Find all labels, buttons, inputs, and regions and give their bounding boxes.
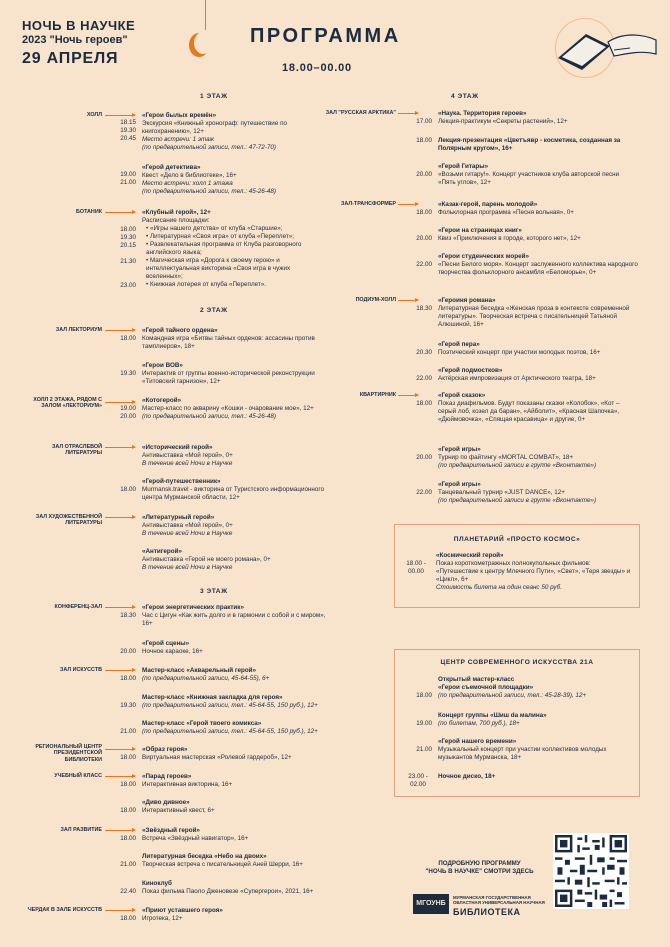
event-time: 18.00 bbox=[120, 915, 136, 922]
decor-line bbox=[205, 0, 206, 30]
event-desc: Фольклорная программа «Песня вольная», 0+ bbox=[438, 208, 574, 216]
event-desc: Показ диафильмов. Будут показаны сказки «Колобок», «Кот – серый лоб, козел да баран», «Айболит», «Красная Шапочка», «Дюймовочка», «Спящая красавица» и другие, 0+ bbox=[438, 399, 620, 423]
event-title: «Образ героя» bbox=[142, 746, 188, 753]
event-desc: Антивыставка «Мой герой», 0+ bbox=[142, 451, 233, 459]
arrow bbox=[105, 607, 135, 608]
header-subtitle: 2023 "Ночь героев" bbox=[22, 33, 128, 46]
venue-lektorium: ЗАЛ ЛЕКТОРИУМ bbox=[55, 327, 102, 333]
event-title: «Космический герой» bbox=[436, 552, 504, 559]
event-title: Киноклуб bbox=[142, 880, 172, 887]
floor-3-title: 3 ЭТАЖ bbox=[200, 588, 228, 595]
arrow bbox=[105, 402, 135, 403]
event-time: 18.00 bbox=[416, 137, 432, 144]
event-time: 22.40 bbox=[120, 888, 136, 895]
event-title: «Наука. Территория героев» bbox=[438, 110, 527, 117]
event-info: В течение всей Ночи в Научке bbox=[142, 529, 233, 537]
arrow bbox=[105, 910, 135, 911]
header-title: НОЧЬ В НАУЧКЕ bbox=[22, 18, 136, 33]
event-desc: Квиз «Приключения в городе, которого нет», 12+ bbox=[438, 234, 581, 242]
venue-ucheb: УЧЕБНЫЙ КЛАСС bbox=[54, 773, 102, 779]
event-title: «Героиня романа» bbox=[438, 297, 496, 304]
event-time: 18.30 bbox=[120, 612, 136, 619]
arrow bbox=[105, 776, 135, 777]
event-title: «Парад героев» bbox=[142, 773, 192, 780]
qr-code-icon[interactable] bbox=[553, 833, 629, 909]
event-info: Стоимость билета на один сеанс 50 руб. bbox=[436, 583, 562, 591]
event-desc: Антивыставка «Мой герой», 0+ bbox=[142, 521, 233, 529]
list-item: • «Игры нашего детства» от клуба «Старшие»; bbox=[146, 225, 328, 233]
event-title: Мастер-класс «Герой твоего комикса» bbox=[142, 720, 262, 727]
event-info: (по билетам, 700 руб.), 18+ bbox=[438, 719, 520, 727]
event-desc: Ночное караоке, 16+ bbox=[142, 647, 203, 655]
event-time: 21.00 bbox=[120, 728, 136, 735]
event-title: Мастер-класс «Акварельный герой» bbox=[142, 667, 257, 674]
event-desc: Антивыставка «Герой не моего романа», 0+ bbox=[142, 555, 271, 563]
event-desc: «Возьми гитару!». Концерт участников клуба авторской песни «Пять углов», 12+ bbox=[438, 170, 620, 186]
event-time: 19.00 21.00 bbox=[120, 171, 136, 186]
event-time: 20.00 bbox=[416, 171, 432, 178]
arrow bbox=[105, 517, 135, 518]
event-desc: Мастер-класс по акварину «Кошки - очарование мое», 12+ bbox=[142, 404, 314, 412]
library-name-small: МУРМАНСКАЯ ГОСУДАРСТВЕННАЯ ОБЛАСТНАЯ УНИВЕРСАЛЬНАЯ НАУЧНАЯ bbox=[453, 895, 545, 906]
event-time: 17.00 bbox=[416, 118, 432, 125]
event-desc: Поэтический концерт при участии молодых поэтов, 16+ bbox=[438, 348, 601, 356]
event-desc: Встреча «Звёздный навигатор», 16+ bbox=[142, 834, 249, 842]
event-time: 19.00 bbox=[416, 720, 432, 727]
event-title: Концерт группы «Шиш da малина» bbox=[438, 712, 547, 719]
event-title: «Герой сцены» bbox=[142, 640, 190, 647]
event-title: «Герои былых времён» bbox=[142, 112, 217, 119]
event-time: 22.00 bbox=[416, 489, 432, 496]
event-desc: Игротека, 12+ bbox=[142, 914, 183, 922]
event-time: 20.00 bbox=[120, 648, 136, 655]
arrow bbox=[398, 300, 418, 301]
venue-razv: ЗАЛ РАЗВИТИЕ bbox=[60, 827, 102, 833]
event-time: 18.00 bbox=[120, 807, 136, 814]
event-time: 19.30 bbox=[120, 370, 136, 377]
venue-kvartirnik: КВАРТИРНИК bbox=[359, 392, 396, 398]
event-time: 22.00 bbox=[416, 261, 432, 268]
event-desc: Музыкальный концерт при участии коллективов молодых музыкантов Мурманска, 18+ bbox=[438, 745, 607, 761]
event-time: 18.00 bbox=[416, 692, 432, 699]
event-desc: Турнир по файтингу «MORTAL COMBAT», 18+ bbox=[438, 453, 574, 461]
event-time: 18.00 bbox=[120, 835, 136, 842]
program-time: 18.00–00.00 bbox=[282, 62, 352, 74]
library-logo: МГОУНБ bbox=[413, 894, 449, 914]
event-desc: Танцевальный турнир «JUST DANCE», 12+ bbox=[438, 488, 565, 496]
event-desc: Виртуальная мастерская «Ролевой гардероб», 12+ bbox=[142, 753, 292, 761]
event-title: «Звёздный герой» bbox=[142, 827, 200, 834]
arrow bbox=[105, 115, 135, 116]
event-title: «Герой пера» bbox=[438, 341, 480, 348]
list-item: • Книжная лотерея от клуба «Переплет». bbox=[146, 281, 328, 289]
arrow bbox=[105, 212, 135, 213]
event-desc: «Песни Белого моря». Концерт заслуженного коллектива народного творчества фольклорного ансамбля «Беломорье», 0+ bbox=[438, 260, 638, 276]
venue-hud: ЗАЛ ХУДОЖЕСТВЕННОЙ ЛИТЕРАТУРЫ bbox=[35, 514, 102, 527]
list-item: • Литературная «Своя игра» от клуба «Переплет»; bbox=[146, 233, 328, 241]
venue-regcenter: РЕГИОНАЛЬНЫЙ ЦЕНТР ПРЕЗИДЕНТСКОЙ БИБЛИОТЕКИ bbox=[35, 744, 102, 763]
event-desc: Интерактивная викторина, 16+ bbox=[142, 780, 233, 788]
event-desc: Лекция-практикум «Секреты растений», 12+ bbox=[438, 117, 568, 125]
event-desc: Актёрская импровизация от Арктического театра, 18+ bbox=[438, 374, 596, 382]
event-title: «Литературный герой» bbox=[142, 514, 215, 521]
event-title: «Казак-герой, парень молодой» bbox=[438, 201, 538, 208]
event-title: Литературная беседка «Небо на двоих» bbox=[142, 853, 267, 860]
arrow bbox=[398, 113, 418, 114]
event-desc: Murmansk.travel - викторина от Туристского информационного центра Мурманской области, 12+ bbox=[142, 485, 325, 501]
planetarium-title: ПЛАНЕТАРИЙ «ПРОСТО КОСМОС» bbox=[453, 536, 581, 543]
event-title: «Герой-путешественник» bbox=[142, 478, 221, 485]
header-block bbox=[22, 18, 135, 69]
event-time: 21.00 bbox=[120, 861, 136, 868]
event-title: «Герои энергетических практик» bbox=[142, 604, 244, 611]
venue-konf: КОНФЕРЕНЦ-ЗАЛ bbox=[54, 604, 102, 610]
list-item: • Развлекательная программа от Клуба разговорного английского языка; bbox=[146, 241, 328, 257]
event-title: «Герои на страницах книг» bbox=[438, 227, 522, 234]
event-desc: Квест «Дело в библиотеке», 16+ bbox=[142, 171, 237, 179]
event-desc: Час с Цигун «Как жить долго и в гармонии с собой и с миром», 16+ bbox=[142, 611, 326, 627]
event-title: «Антигерой» bbox=[142, 548, 182, 555]
event-info: (по предварительной записи, 45-64-55), 6+ bbox=[142, 674, 270, 682]
event-time: 18.00 bbox=[120, 675, 136, 682]
venue-holl2: ХОЛЛ 2 ЭТАЖА, РЯДОМ С ЗАЛОМ «ЛЕКТОРИУМ» bbox=[33, 397, 102, 410]
floor-4-title: 4 ЭТАЖ bbox=[451, 93, 479, 100]
event-time: 18.00 - 00.00 bbox=[406, 560, 426, 575]
event-desc: Интерактивный квест, 6+ bbox=[142, 806, 215, 814]
event-time: 18.15 19.30 20.45 bbox=[120, 119, 136, 142]
event-info: В течение всей Ночи в Научке bbox=[142, 563, 233, 571]
event-time: 22.00 bbox=[416, 375, 432, 382]
arrow bbox=[398, 204, 418, 205]
event-title: «Герой сказок» bbox=[438, 392, 486, 399]
event-time: 19.30 bbox=[120, 702, 136, 709]
event-desc: Командная игра «Битвы тайных орденов: ассасины против тамплиеров», 18+ bbox=[142, 334, 315, 350]
event-time: 18.00 19.30 20.15 21.30 23.00 bbox=[120, 226, 136, 289]
event-title: «Герои студенческих морей» bbox=[438, 253, 529, 260]
venue-isk: ЗАЛ ИСКУССТВ bbox=[60, 667, 102, 673]
arrow bbox=[105, 749, 135, 750]
event-title: «Герой Гитары» bbox=[438, 163, 489, 170]
list-item: • Магическая игра «Дорога к своему герою» и интеллектуальная викторина «Своя игра в чужих вселенных»; bbox=[146, 257, 328, 281]
program-title: ПРОГРАММА bbox=[250, 25, 401, 47]
event-info: (по предварительной записи, тел.: 45-64-55, 150 руб.), 12+ bbox=[142, 727, 318, 735]
event-title: «Герой игры» bbox=[438, 481, 481, 488]
event-title: «Герой подмостков» bbox=[438, 367, 503, 374]
venue-chertag: ЧЕРДАК В ЗАЛЕ ИСКУССТВ bbox=[27, 907, 102, 913]
event-title: Мастер-класс «Книжная закладка для героя» bbox=[142, 694, 283, 701]
event-time: 23.00 - 02.00 bbox=[408, 773, 428, 788]
event-title: «Котогерой» bbox=[142, 397, 182, 404]
event-title: Ночное диско, 18+ bbox=[438, 773, 496, 780]
arrow bbox=[105, 330, 135, 331]
event-info: (по предварительной записи в группе «Вконтакте») bbox=[438, 461, 597, 469]
event-time: 18.00 bbox=[120, 335, 136, 342]
event-info: Место встречи: холл 1 этажа (по предварительной записи, тел.: 45-26-48) bbox=[142, 179, 277, 195]
qr-caption: ПОДРОБНУЮ ПРОГРАММУ "НОЧЬ В НАУЧКЕ" СМОТРИ ЗДЕСЬ bbox=[425, 860, 534, 876]
event-desc: Экскурсия «Книжный хронограф: путешествие по книгохранению», 12+ bbox=[142, 119, 287, 135]
event-info: (по предварительной записи, тел.: 45-26-48) bbox=[142, 412, 277, 420]
event-info: (по предварительной записи, тел.: 45-28-39), 12+ bbox=[438, 691, 587, 699]
event-time: 18.00 bbox=[416, 400, 432, 407]
event-desc: Интерактив от группы военно-исторической реконструкции «Титовский гарнизон», 12+ bbox=[142, 369, 315, 385]
event-title: «Диво дивное» bbox=[142, 799, 190, 806]
event-time: 20.00 bbox=[416, 235, 432, 242]
book-hand-icon bbox=[548, 20, 658, 78]
venue-holl: ХОЛЛ bbox=[86, 112, 102, 118]
event-desc: Расписание площадки: bbox=[142, 216, 210, 224]
event-desc: Творческая встреча с писательницей Аней Шерри, 16+ bbox=[142, 860, 303, 868]
event-time: 19.00 20.00 bbox=[120, 405, 136, 420]
arrow bbox=[105, 447, 135, 448]
event-desc: Показ короткометражных полнокупольных фильмов: «Путешествие к центру Млечного Пути», «Свет», «Теря звезды» и «Цикл», 6+ bbox=[436, 559, 631, 583]
event-title: «Герой тайного ордена» bbox=[142, 327, 218, 334]
venue-arktika: ЗАЛ "РУССКАЯ АРКТИКА" bbox=[325, 110, 396, 116]
schedule-list bbox=[142, 225, 328, 289]
arrow bbox=[105, 830, 135, 831]
library-name: БИБЛИОТЕКА bbox=[453, 907, 521, 917]
event-info: (по предварительной записи в группе «Вконтакте») bbox=[438, 496, 597, 504]
moon-icon bbox=[194, 32, 212, 54]
venue-transf: ЗАЛ-ТРАНСФОРМЕР bbox=[340, 201, 396, 207]
venue-otrasl: ЗАЛ ОТРАСЛЕВОЙ ЛИТЕРАТУРЫ bbox=[52, 444, 102, 457]
art-center-title: ЦЕНТР СОВРЕМЕННОГО ИСКУССТВА 21А bbox=[440, 659, 594, 666]
event-title: «Клубный герой», 12+ bbox=[142, 209, 211, 216]
arrow bbox=[398, 395, 418, 396]
event-time: 20.00 bbox=[416, 454, 432, 461]
floor-2-title: 2 ЭТАЖ bbox=[200, 307, 228, 314]
event-desc: Показ фильма Паоло Дженовезе «Супергерои», 2021, 16+ bbox=[142, 887, 314, 895]
event-title: Лекция-презентация «Цветъявр - косметика, созданная за Полярным кругом», 16+ bbox=[438, 137, 621, 152]
event-time: 20.30 bbox=[416, 349, 432, 356]
event-time: 21.00 bbox=[416, 746, 432, 753]
event-time: 18.30 bbox=[416, 305, 432, 312]
event-title: Открытый мастер-класс «Герои съемочной площадки» bbox=[438, 676, 534, 691]
event-time: 18.00 bbox=[120, 754, 136, 761]
floor-1-title: 1 ЭТАЖ bbox=[200, 93, 228, 100]
event-title: «Герой нашего времени» bbox=[438, 738, 517, 745]
event-title: «Исторический герой» bbox=[142, 444, 213, 451]
venue-botanik: БОТАНИК bbox=[76, 209, 102, 215]
event-desc: Литературная беседка «Женская проза в контексте современной литературы». Творческая встреча с писательницей Татьяной Алюшиной, 16+ bbox=[438, 304, 630, 328]
event-time: 18.00 bbox=[120, 781, 136, 788]
header-date: 29 АПРЕЛЯ bbox=[22, 50, 119, 68]
arrow bbox=[105, 670, 135, 671]
event-info: В течение всей Ночи в Научке bbox=[142, 459, 233, 467]
event-title: «Приют уставшего героя» bbox=[142, 907, 223, 914]
event-title: «Герои ВОВ» bbox=[142, 362, 183, 369]
event-time: 18.00 bbox=[416, 209, 432, 216]
event-time: 18.00 bbox=[120, 486, 136, 493]
event-info: (по предварительной записи, тел.: 45-64-55, 150 руб.), 12+ bbox=[142, 701, 318, 709]
venue-podium: ПОДИУМ-ХОЛЛ bbox=[355, 297, 396, 303]
event-title: «Герой детектива» bbox=[142, 164, 201, 171]
event-info: Место встречи: 1 этаж (по предварительной записи, тел.: 47-72-70) bbox=[142, 135, 277, 151]
event-title: «Герой игры» bbox=[438, 446, 481, 453]
